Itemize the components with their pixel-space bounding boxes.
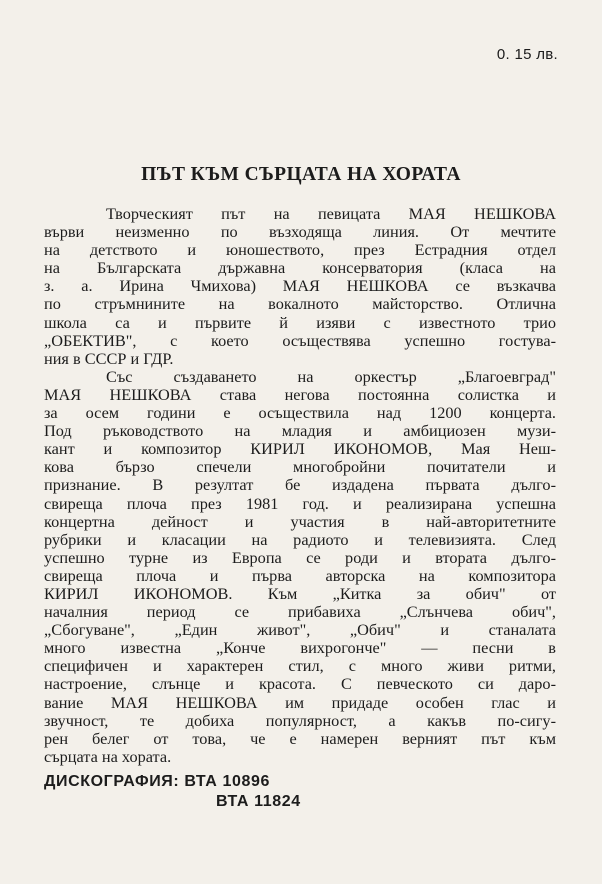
text-line: свиреща плоча и първа авторска на композитора: [44, 565, 556, 585]
text-line: върви неизменно по възходяща линия. От мечтите: [44, 222, 556, 242]
text-line: рубрики и класации на радиото и телевизията. След: [44, 529, 556, 549]
text-line: МАЯ НЕШКОВА става негова постоянна солистка и: [44, 384, 556, 404]
discography: [44, 772, 301, 812]
text-line: Под ръководството на младия и амбициозен музи-: [44, 421, 556, 441]
discography-row-1: [44, 772, 301, 792]
text-line: концертна дейност и участия в най-авторитетните: [44, 511, 556, 531]
text-line: на детството и юношеството, през Естрадния отдел: [44, 240, 556, 260]
text-line: по стръмнините на вокалното майсторство. Отлична: [44, 294, 556, 314]
text-line: кант и композитор КИРИЛ ИКОНОМОВ, Мая Неш-: [44, 439, 556, 459]
text-line: „ОБЕКТИВ", с което осъществява успешно гостува-: [44, 330, 556, 350]
text-line: школа са и първите й изяви с известното трио: [44, 312, 556, 332]
text-line: Творческият път на певицата МАЯ НЕШКОВА: [106, 204, 556, 223]
discography-item: ВТА 10896: [184, 773, 270, 790]
page-title: ПЪТ КЪМ СЪРЦАТА НА ХОРАТА: [141, 164, 461, 185]
text-line: настроение, слънце и красота. С певческото си даро-: [44, 674, 556, 694]
text-line: КИРИЛ ИКОНОМОВ. Към „Китка за обич" от: [44, 583, 556, 603]
text-line: звучност, те добиха популярност, а какъв по-сигу-: [44, 710, 556, 730]
text-line: успешно турне из Европа се роди и втората дълго-: [44, 547, 556, 567]
text-line: з. а. Ирина Чмихова) МАЯ НЕШКОВА се възкачва: [44, 276, 556, 296]
price-label: 0. 15 лв.: [496, 46, 558, 63]
text-line: ния в СССР и ГДР.: [44, 348, 174, 368]
discography-item: ВТА 11824: [216, 793, 301, 810]
text-line: „Сбогуване", „Един живот", „Обич" и станалата: [44, 620, 556, 640]
text-line: много известна „Конче вихрогонче" — песни в: [44, 638, 556, 658]
text-line: признание. В резултат бе издадена първата дълго-: [44, 475, 556, 495]
discography-label: ДИСКОГРАФИЯ:: [44, 773, 180, 790]
text-line: сърцата на хората.: [44, 746, 172, 766]
discography-row-2: [44, 792, 301, 812]
text-line: рен белег от това, че е намерен верният път към: [44, 728, 556, 748]
text-line: специфичен и характерен стил, с много живи ритми,: [44, 656, 556, 676]
text-line: началния период се прибавиха „Слънчева обич",: [44, 602, 556, 622]
text-line: Със създаването на оркестър „Благоевград": [106, 366, 556, 386]
article-body: [44, 205, 556, 766]
text-line: на Българската държавна консерватория (класа на: [44, 258, 556, 278]
text-line: вание МАЯ НЕШКОВА им придаде особен глас и: [44, 692, 556, 712]
text-line: кова бързо спечели многобройни почитатели и: [44, 457, 556, 477]
text-line: свиреща плоча през 1981 год. и реализирана успешна: [44, 493, 556, 513]
text-line: за осем години е осъществила над 1200 концерта.: [44, 403, 556, 423]
